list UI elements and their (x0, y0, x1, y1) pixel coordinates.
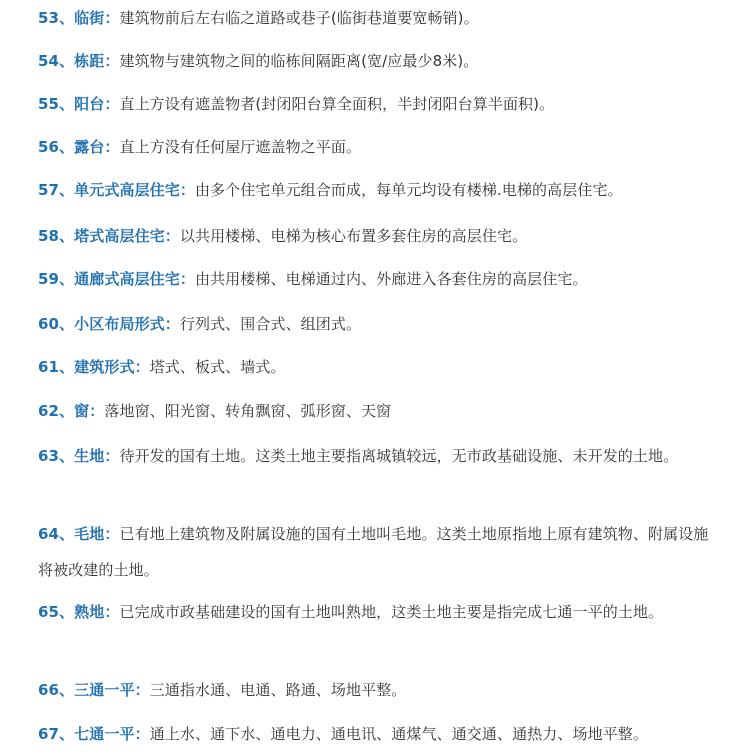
glossary-entry-57 (38, 172, 718, 208)
entry-term: 67、七通一平： (38, 725, 150, 743)
entry-definition: 由共用楼梯、电梯通过内、外廊进入各套住房的高层住宅。 (194, 270, 588, 288)
entry-definition: 塔式、板式、墙式。 (149, 358, 286, 376)
entry-definition: 由多个住宅单元组合而成，每单元均设有楼梯.电梯的高层住宅。 (194, 181, 623, 199)
glossary-entry-59 (38, 261, 718, 297)
entry-definition: 待开发的国有土地。这类土地主要指离城镇较远，无市政基础设施、未开发的土地。 (119, 447, 679, 465)
glossary-entry-53 (38, 0, 718, 36)
entry-term: 60、小区布局形式： (38, 315, 180, 333)
entry-term: 63、生地： (38, 447, 120, 465)
glossary-entry-54 (38, 43, 718, 79)
entry-definition: 已完成市政基础建设的国有土地叫熟地，这类土地主要是指完成七通一平的土地。 (119, 603, 664, 621)
entry-term: 66、三通一平： (38, 681, 150, 699)
entry-term: 62、窗： (38, 402, 105, 420)
glossary-entry-62 (38, 393, 718, 429)
entry-term: 57、单元式高层住宅： (38, 181, 195, 199)
entry-term: 61、建筑形式： (38, 358, 150, 376)
entry-term: 65、熟地： (38, 603, 120, 621)
glossary-entry-56 (38, 129, 718, 165)
glossary-entry-66 (38, 672, 718, 708)
entry-definition: 行列式、围合式、组团式。 (179, 315, 362, 333)
entry-definition: 落地窗、阳光窗、转角飘窗、弧形窗、天窗 (104, 402, 392, 420)
entry-definition: 直上方设有遮盖物者(封闭阳台算全面积，半封闭阳台算半面积)。 (119, 95, 555, 113)
entry-term: 55、阳台： (38, 95, 120, 113)
entry-term: 58、塔式高层住宅： (38, 227, 180, 245)
entry-definition: 通上水、通下水、通电力、通电讯、通煤气、通交通、通热力、场地平整。 (149, 725, 648, 743)
glossary-entry-65 (38, 594, 718, 630)
entry-definition: 建筑物前后左右临之道路或巷子(临街巷道要宽畅销)。 (119, 9, 479, 27)
glossary-entry-64 (38, 516, 718, 588)
entry-definition: 以共用楼梯、电梯为核心布置多套住房的高层住宅。 (179, 227, 528, 245)
glossary-entry-67 (38, 716, 718, 752)
glossary-entry-61 (38, 349, 718, 385)
entry-term: 54、栋距： (38, 52, 120, 70)
entry-term: 64、毛地： (38, 525, 120, 543)
glossary-entry-60 (38, 306, 718, 342)
glossary-entry-63 (38, 438, 718, 474)
glossary-entry-55 (38, 86, 718, 122)
entry-term: 56、露台： (38, 138, 120, 156)
entry-definition: 建筑物与建筑物之间的临栋间隔距离(宽/应最少8米)。 (119, 52, 479, 70)
entry-term: 59、通廊式高层住宅： (38, 270, 195, 288)
glossary-entry-58 (38, 218, 718, 254)
entry-definition: 已有地上建筑物及附属设施的国有土地叫毛地。这类土地原指地上原有建筑物、附属设施将被改建的土地。 (38, 525, 709, 579)
entry-term: 53、临街： (38, 9, 120, 27)
entry-definition: 直上方没有任何屋厅遮盖物之平面。 (119, 138, 362, 156)
entry-definition: 三通指水通、电通、路通、场地平整。 (149, 681, 407, 699)
